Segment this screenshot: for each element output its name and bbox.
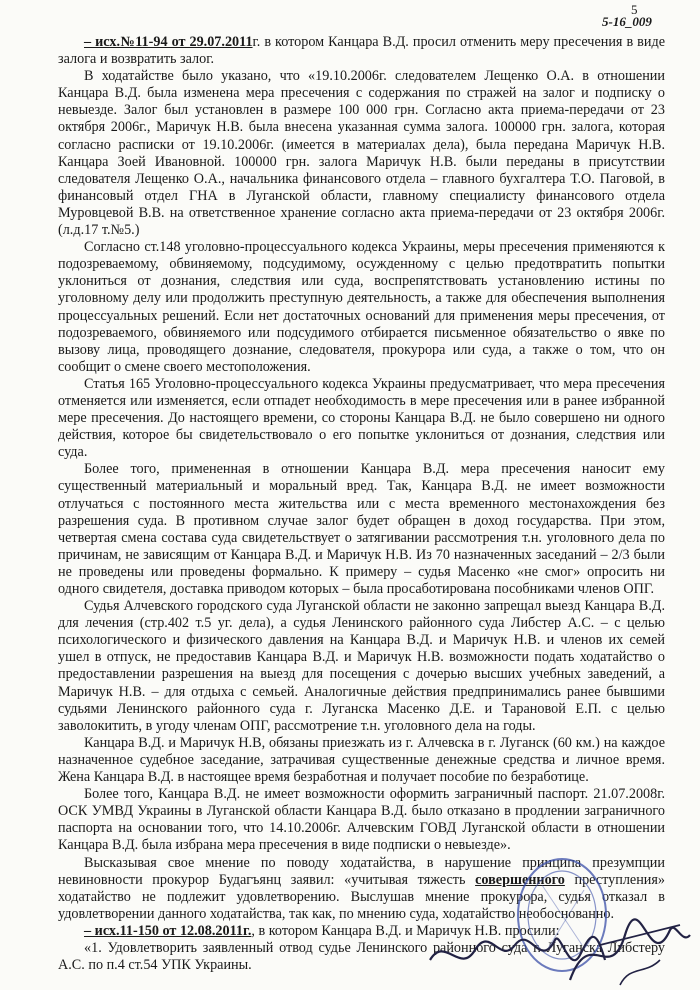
paragraph-4: Статья 165 Уголовно-процессуального кодекса Украины предусматривает, что мера пресечения отменяется или изменяется, если отпадет необходимость в мере пресечения или в ранее избранной мере пресечения. До настоящего времени, со стороны Канцара В.Д. не было совершено ни одного действия, которое бы свидетельствовало о его попытке уклониться от дознания, следствия или суда. bbox=[58, 375, 665, 461]
paragraph-1 bbox=[58, 34, 665, 68]
document-body bbox=[58, 34, 665, 974]
page-number: 5 bbox=[631, 2, 638, 17]
emphasized-word: совершенного bbox=[475, 871, 565, 888]
paragraph-1-text: г. в котором Канцара В.Д. просил отменить меру пресечения в виде залога и возвратить залог. bbox=[58, 34, 665, 68]
document-reference: 5-16_009 bbox=[602, 14, 652, 29]
paragraph-9-text-b: преступления» ходатайство не подлежит удовлетворению. Выслушав мнение прокурора, судья отказал в удовлетворении данного ходатайства, так как, по мнению суда, ходатайство необоснованно. bbox=[58, 871, 665, 922]
paragraph-10-text: , в котором Канцара В.Д. и Маричук Н.В. просили: bbox=[251, 922, 560, 939]
paragraph-11: «1. Удовлетворить заявленный отвод судье Ленинского районного суда г. Луганска Либстеру А.С. по п.4 ст.54 УПК Украины. bbox=[58, 939, 665, 974]
outgoing-ref-2: – исх.11-150 от 12.08.2011г. bbox=[84, 922, 252, 939]
signature bbox=[420, 905, 700, 990]
paragraph-2: В ходатайстве было указано, что «19.10.2006г. следователем Лещенко О.А. в отношении Канцара В.Д. была изменена мера пресечения с содержания по стражей на залог и подписку о невыезде. Залог был установлен в размере 100 000 грн. Согласно акта приема-передачи от 23 октября 2006г., Маричук Н.В. была внесена указанная сумма залога. 100000 грн. залога, которая согласно расписки от 19.10.2006г. (имеется в материалах дела), была передана Маричук Н.В. Канцара Зоей Ивановной. 100000 грн. залога Маричук Н.В. были переданы в присутствии следователя Лещенко О.А., начальника финансового отдела – главного бухгалтера Т.О. Паговой, в финансовый отдел ГНА в Луганской области, главному специалисту финансового отдела Муровцевой В.В. на ответственное хранение согласно акта приема-передачи от 23 октября 2006г. (л.д.17 т.№5.) bbox=[58, 68, 665, 239]
paragraph-9-text-a: Высказывая свое мнение по поводу ходатайства, в нарушение принципа презумпции невиновности прокурор Будагъянц заявил: «учитывая тяжесть bbox=[58, 854, 665, 888]
outgoing-ref-1: – исх.№11-94 от 29.07.2011 bbox=[84, 34, 253, 50]
paragraph-3: Согласно ст.148 уголовно-процессуального кодекса Украины, меры пресечения применяются к подозреваемому, обвиняемому, подсудимому, осужденному с целью предотвратить попытки уклониться от дознания, следствия или суда, воспрепятствовать установлению истины по уголовному делу или продолжить преступную деятельность, а также для обеспечения выполнения процессуальных решений. Если нет достаточных оснований для применения меры пресечения, от подозреваемого, обвиняемого или подсудимого отбирается письменное обязательство о явке по вызову лица, проводящего дознание, следователя, прокурора или суда, а также о том, что он сообщит о смене своего местоположения. bbox=[58, 239, 665, 375]
paragraph-5: Более того, примененная в отношении Канцара В.Д. мера пресечения наносит ему существенный материальный и моральный вред. Так, Канцара В.Д. не имеет возможности отлучаться с постоянного места жительства или с места временного местонахождения без разрешения суда. В противном случае залог будет обращен в доход государства. При этом, четвертая смена состава суда свидетельствует о затягивании рассмотрения т.н. уголовного дела по причинам, не зависящим от Канцара В.Д. и Маричук Н.В. Из 70 назначенных заседаний – 2/3 были не проведены или проведены формально. К примеру – судья Масенко «не смог» опросить ни одного свидетеля, доставка приводом которых – была просаботирована пособниками членов ОПГ. bbox=[58, 461, 665, 597]
paragraph-8: Более того, Канцара В.Д. не имеет возможности оформить заграничный паспорт. 21.07.2008г. ОСК УМВД Украины в Луганской области Канцара В.Д. было отказано в продлении заграничного паспорта на основании того, что 14.10.2006г. Алчевским ГОВД Луганской области в отношении Канцара В.Д. была избрана мера пресечения в виде подписки о невыезде». bbox=[58, 786, 665, 854]
paragraph-7: Канцара В.Д. и Маричук Н.В, обязаны приезжать из г. Алчевска в г. Луганск (60 км.) на каждое назначенное судебное заседание, затрачивая существенные денежные средства и личное время. Жена Канцара В.Д. в настоящее время безработная и получает пособие по безработице. bbox=[58, 734, 665, 786]
paragraph-6: Судья Алчевского городского суда Луганской области не законно запрещал выезд Канцара В.Д. для лечения (стр.402 т.5 уг. дела), а судья Ленинского районного суда Либстер А.С. – с целью психологического и физического давления на Канцара В.Д. и Маричук Н.В. и членов их семей ушел в отпуск, не предоставив Канцара В.Д. и Маричук Н.В. возможности подать ходатайство о предоставлении разрешения на выезд для посещения с дочерью высших учебных заведений, а Маричук Н.В. – для отдыха с семьей. Аналогичные действия предпринимались ранее бывшими судьями Ленинского районного суда г. Луганска Масенко Д.Е. и Тарановой Е.П. с целью заволокитить, в угоду членам ОПГ, рассмотрение т.н. уголовного дела на годы. bbox=[58, 598, 665, 734]
